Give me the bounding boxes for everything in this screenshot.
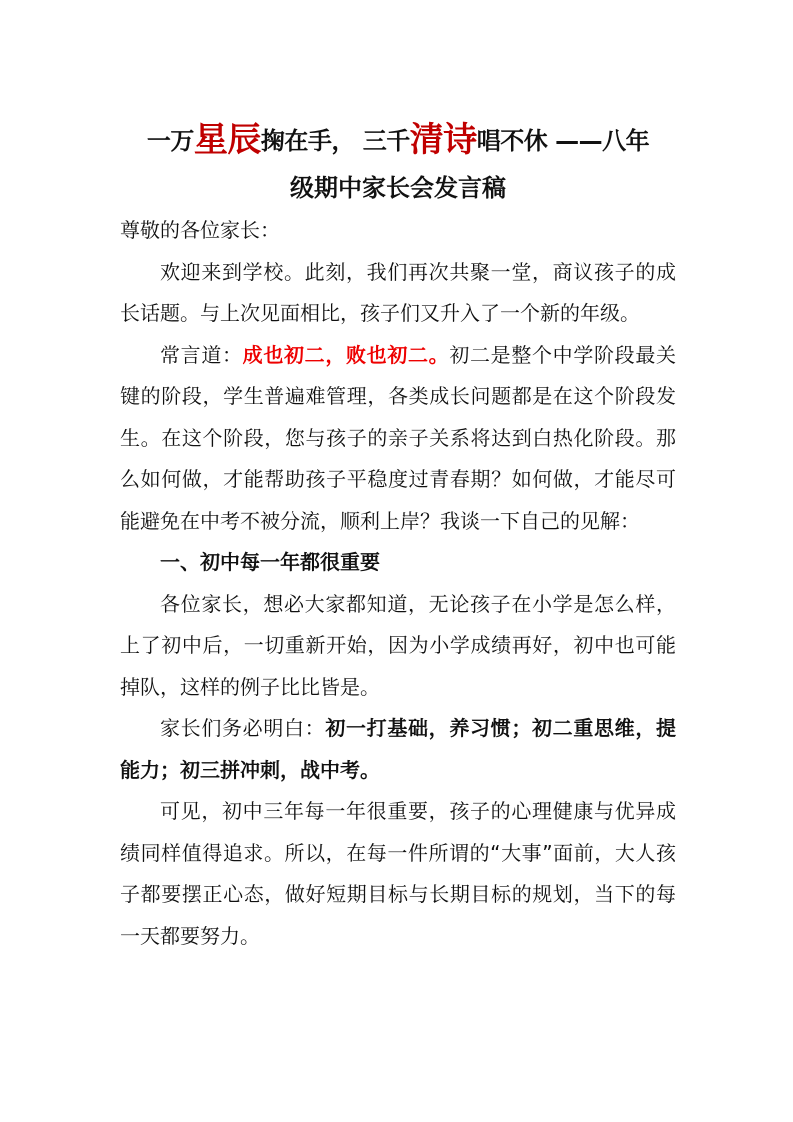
title-highlight-poems: 清诗: [409, 120, 477, 160]
section-heading-1: 一、初中每一年都很重要: [160, 550, 380, 574]
saying-lead: 常言道：: [160, 342, 243, 367]
title-text: 三千: [362, 127, 410, 155]
saying-rest: 初二是整个中学阶段最关键的阶段，学生普遍难管理，各类成长问题都是在这个阶段发生。在这个阶段，您与孩子的亲子关系将达到白热化阶段。那么如何做，才能帮助孩子平稳度过青春期？如何做，才能尽可能避免在中考不被分流，顺利上岸？我谈一下自己的见解：: [120, 342, 677, 533]
title-highlight-stars: 星辰: [193, 120, 261, 160]
paragraph-saying: [120, 335, 676, 543]
document-title-line2: 级期中家长会发言稿: [290, 174, 506, 202]
paragraph-primary-school: 各位家长，想必大家都知道，无论孩子在小学是怎么样，上了初中后，一切重新开始，因为小学成绩再好，初中也可能掉队，这样的例子比比皆是。: [120, 591, 676, 699]
paragraph-parents-understand: [120, 708, 676, 791]
salutation: 尊敬的各位家长：: [120, 218, 280, 242]
parents-key-points: 初一打基础，养习惯；初二重思维，提能力；初三拼冲刺，战中考。: [120, 716, 677, 782]
paragraph-conclusion: 可见，初中三年每一年很重要，孩子的心理健康与优异成绩同样值得追求。所以，在每一件所谓的“大事”面前，大人孩子都要摆正心态，做好短期目标与长期目标的规划，当下的每一天都要努力。: [120, 799, 676, 948]
document-title-line1: [120, 118, 676, 163]
paragraph-welcome: 欢迎来到学校。此刻，我们再次共聚一堂，商议孩子的成长话题。与上次见面相比，孩子们又升入了一个新的年级。: [120, 259, 676, 325]
title-text: 唱不休 ——八年: [476, 127, 650, 155]
saying-highlight: 成也初二，败也初二。: [242, 342, 450, 367]
parents-lead: 家长们务必明白：: [160, 716, 326, 740]
title-text: 掬在手，: [260, 127, 355, 155]
document-body: [120, 210, 676, 957]
title-text: 一万: [146, 127, 194, 155]
